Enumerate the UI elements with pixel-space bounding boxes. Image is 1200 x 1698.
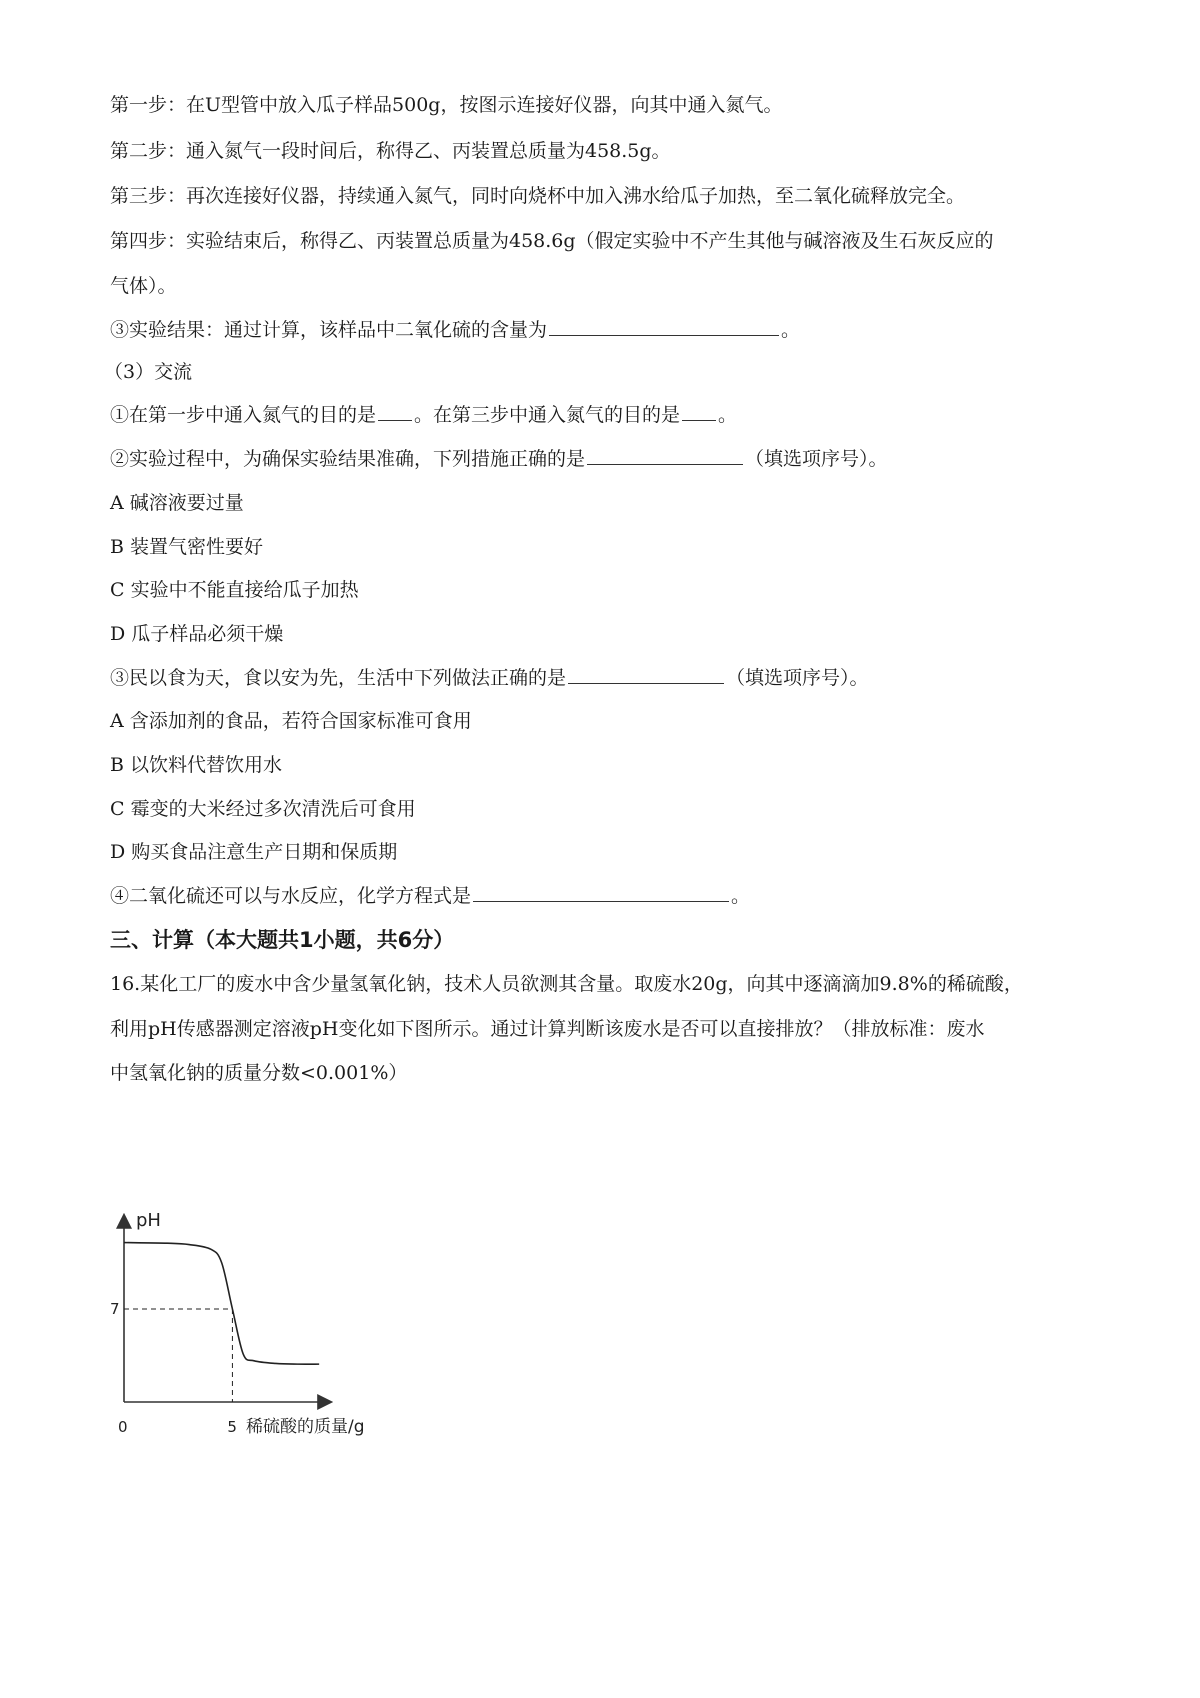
x-tick-label-0: 0: [118, 1418, 128, 1436]
q2-option-d: D 瓜子样品必须干燥: [110, 623, 284, 645]
result-line: [110, 315, 1110, 345]
q3-option-c: C 霉变的大米经过多次清洗后可食用: [110, 798, 416, 820]
problem16-line1: 16.某化工厂的废水中含少量氢氧化钠，技术人员欲测其含量。取废水20g，向其中逐滴滴加9.8%的稀硫酸，: [110, 973, 1023, 995]
step2-line: 第二步：通入氮气一段时间后，称得乙、丙装置总质量为458.5g。: [110, 140, 671, 162]
result-text: ③实验结果：通过计算，该样品中二氧化硫的含量为: [110, 319, 548, 341]
step3-line: 第三步：再次连接好仪器，持续通入氮气，同时向烧杯中加入沸水给瓜子加热，至二氧化硫释放完全。: [110, 185, 966, 207]
q4-text: ④二氧化硫还可以与水反应，化学方程式是: [110, 885, 472, 907]
q3-line: [110, 663, 1110, 693]
section-heading: 三、计算（本大题共1小题，共6分）: [110, 928, 455, 952]
x-tick-label-5: 5: [227, 1418, 237, 1436]
q1-blank-1[interactable]: [378, 400, 412, 421]
q4-blank[interactable]: [473, 881, 729, 902]
x-axis-label: 稀硫酸的质量/g: [246, 1417, 365, 1437]
q2-text: ②实验过程中，为确保实验结果准确，下列措施正确的是: [110, 448, 586, 470]
q4-line: [110, 881, 1110, 911]
problem16-line2: 利用pH传感器测定溶液pH变化如下图所示。通过计算判断该废水是否可以直接排放？（排放标准：废水: [110, 1018, 985, 1040]
step1-line: 第一步：在U型管中放入瓜子样品500g，按图示连接好仪器，向其中通入氮气。: [110, 94, 783, 116]
q3-end: （填选项序号）。: [726, 667, 869, 689]
q3-option-d: D 购买食品注意生产日期和保质期: [110, 841, 398, 863]
q3-blank[interactable]: [568, 663, 724, 684]
result-answer-blank[interactable]: [549, 315, 779, 336]
result-end: 。: [781, 319, 801, 341]
y-axis-label: pH: [136, 1210, 161, 1231]
step4-line: 第四步：实验结束后，称得乙、丙装置总质量为458.6g（假定实验中不产生其他与碱溶液及生石灰反应的: [110, 230, 994, 252]
q1-blank-2[interactable]: [682, 400, 716, 421]
q3-option-b: B 以饮料代替饮用水: [110, 754, 283, 776]
ph-curve: [124, 1243, 319, 1365]
q1-line: [110, 400, 1110, 430]
q2-blank[interactable]: [587, 444, 743, 465]
q1-text: ①在第一步中通入氮气的目的是: [110, 404, 377, 426]
step4-continuation: 气体）。: [110, 275, 177, 297]
q2-option-c: C 实验中不能直接给瓜子加热: [110, 579, 359, 601]
y-tick-label-7: 7: [110, 1300, 120, 1318]
q3-text: ③民以食为天，食以安为先，生活中下列做法正确的是: [110, 667, 567, 689]
q1-end: 。: [718, 404, 738, 426]
q2-option-a: A 碱溶液要过量: [110, 492, 244, 514]
q2-line: [110, 444, 1110, 474]
q3-option-a: A 含添加剂的食品，若符合国家标准可食用: [110, 710, 472, 732]
q4-end: 。: [731, 885, 751, 907]
ph-chart-svg: [110, 1190, 430, 1450]
q1-mid-text: 。在第三步中通入氮气的目的是: [414, 404, 681, 426]
q2-end: （填选项序号）。: [745, 448, 888, 470]
problem16-line3: 中氢氧化钠的质量分数<0.001%）: [110, 1062, 408, 1084]
q2-option-b: B 装置气密性要好: [110, 536, 264, 558]
ph-chart: [110, 1190, 430, 1450]
section3-heading: （3）交流: [104, 361, 193, 383]
